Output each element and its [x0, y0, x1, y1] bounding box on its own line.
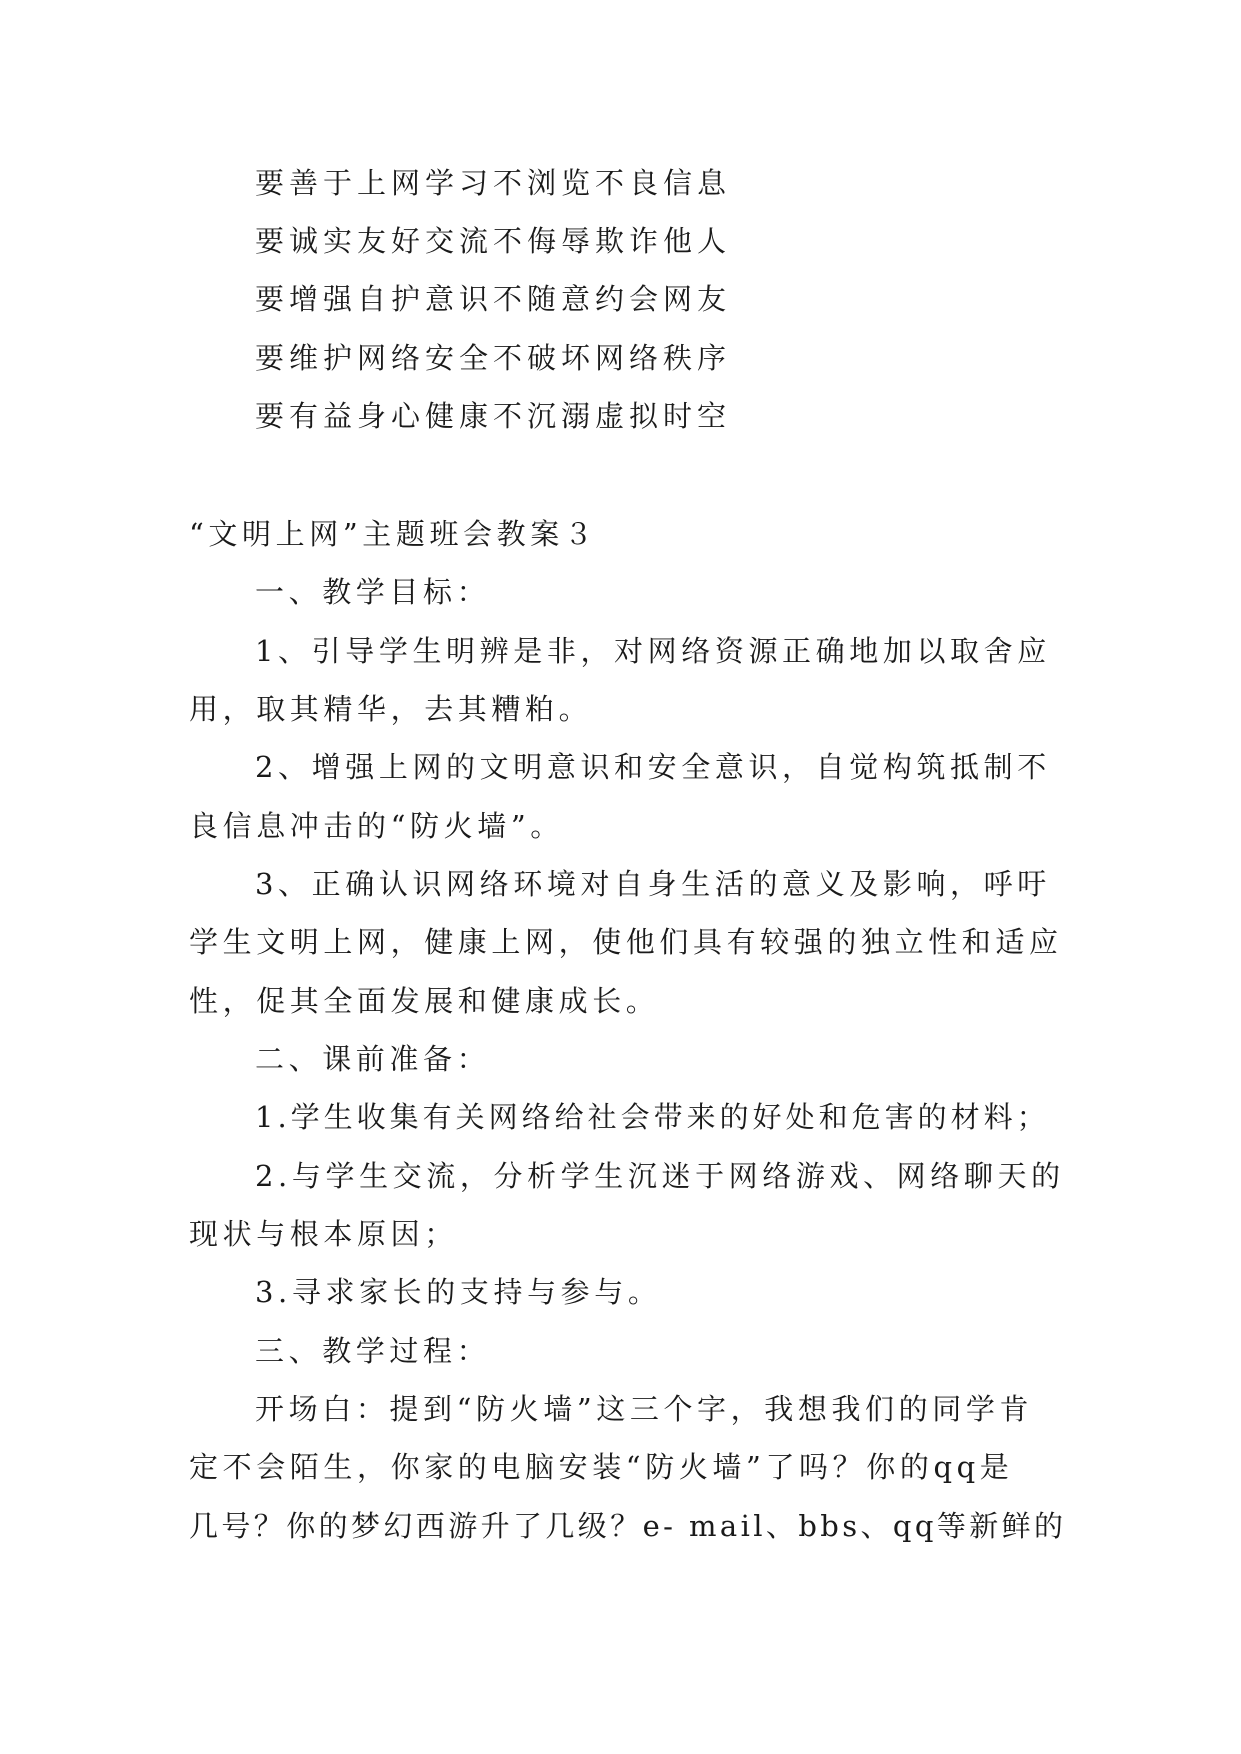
paragraph-line: 开场白：提到“防火墙”这三个字，我想我们的同学肯 [255, 1392, 1034, 1426]
rule-line-4: 要维护网络安全不破坏网络秩序 [255, 341, 732, 375]
document-title: “文明上网”主题班会教案３ [189, 517, 598, 551]
paragraph-line: 1.学生收集有关网络给社会带来的好处和危害的材料； [255, 1100, 1050, 1134]
rule-line-2: 要诚实友好交流不侮辱欺诈他人 [255, 224, 732, 258]
section-heading-process: 三、教学过程： [255, 1334, 491, 1368]
paragraph-line: 2、增强上网的文明意识和安全意识，自觉构筑抵制不 [255, 750, 1051, 784]
paragraph-line: 几号？你的梦幻西游升了几级？e- mail、bbs、qq等新鲜的 [189, 1509, 1067, 1543]
rule-line-1: 要善于上网学习不浏览不良信息 [255, 166, 732, 200]
paragraph-line: 定不会陌生，你家的电脑安装“防火墙”了吗？你的qq是 [189, 1450, 1014, 1484]
paragraph-line: 现状与根本原因； [189, 1217, 458, 1251]
paragraph-line: 2.与学生交流，分析学生沉迷于网络游戏、网络聊天的 [255, 1159, 1065, 1193]
rule-line-5: 要有益身心健康不沉溺虚拟时空 [255, 399, 732, 433]
section-heading-goals: 一、教学目标： [255, 575, 491, 609]
paragraph-line: 3、正确认识网络环境对自身生活的意义及影响，呼吁 [255, 867, 1051, 901]
rule-line-3: 要增强自护意识不随意约会网友 [255, 282, 732, 316]
paragraph-line: 用，取其精华，去其糟粕。 [189, 692, 593, 726]
paragraph-line: 性，促其全面发展和健康成长。 [189, 984, 660, 1018]
paragraph-line: 1、引导学生明辨是非，对网络资源正确地加以取舍应 [255, 634, 1051, 668]
paragraph-line: 学生文明上网，健康上网，使他们具有较强的独立性和适应 [189, 925, 1063, 959]
section-heading-preparation: 二、课前准备： [255, 1042, 491, 1076]
paragraph-line: 3.寻求家长的支持与参与。 [255, 1275, 662, 1309]
paragraph-line: 良信息冲击的“防火墙”。 [189, 809, 564, 843]
